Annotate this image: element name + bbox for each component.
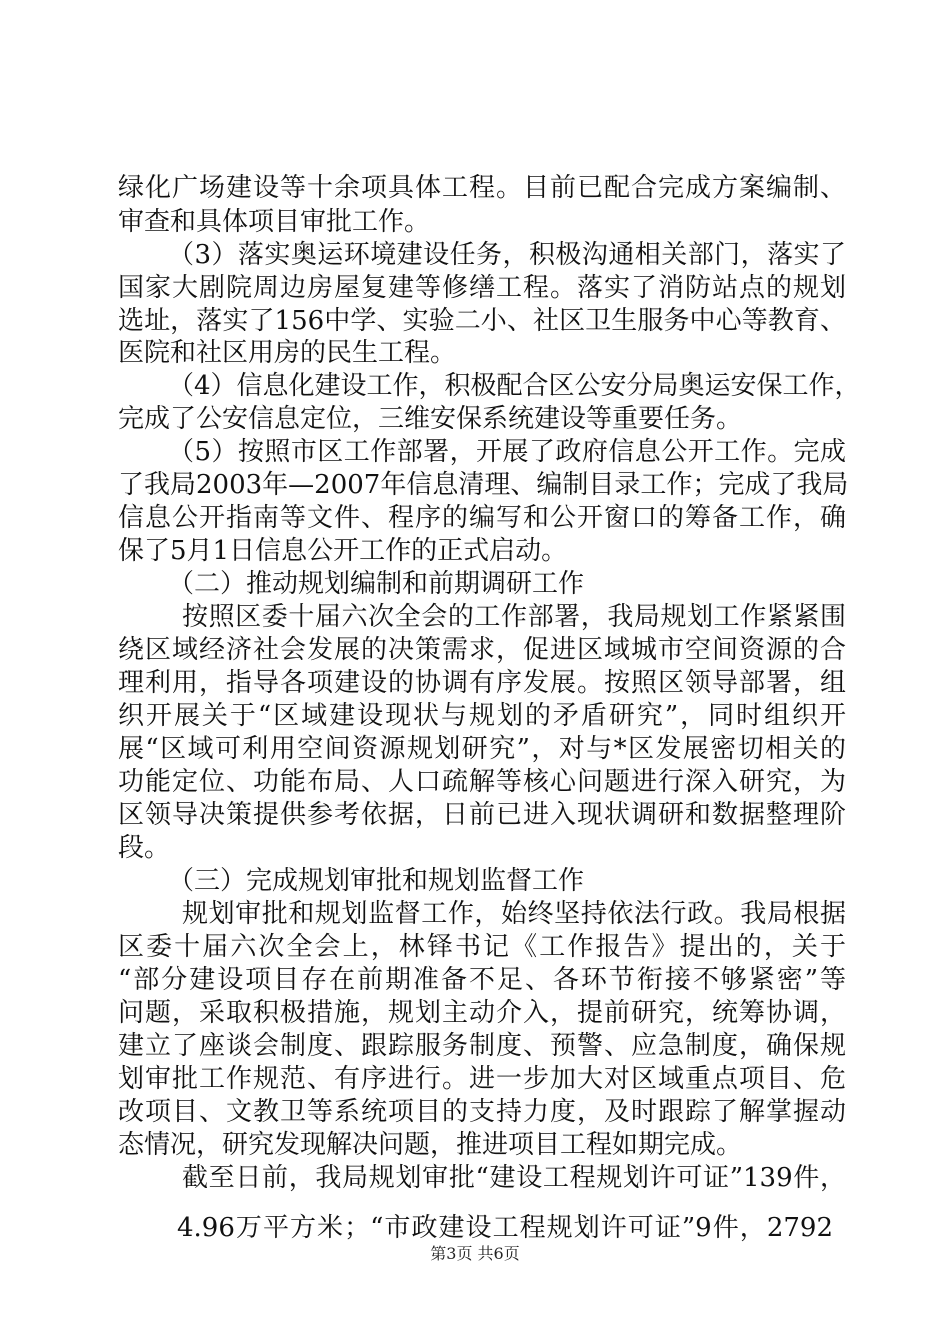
text-line: 织开展关于“区域建设现状与规划的矛盾研究”，同时组织开 — [118, 701, 846, 731]
text-line: 按照区委十届六次全会的工作部署，我局规划工作紧紧围 — [182, 602, 846, 632]
text-line: 国家大剧院周边房屋复建等修缮工程。落实了消防站点的规划 — [118, 273, 846, 303]
section-heading: （三）完成规划审批和规划监督工作 — [168, 866, 585, 896]
text-line: 展“区域可利用空间资源规划研究”，对与*区发展密切相关的 — [118, 734, 846, 764]
text-line: “部分建设项目存在前期准备不足、各环节衔接不够紧密”等 — [118, 965, 846, 995]
text-line: 段。 — [118, 833, 171, 863]
text-line: 规划审批和规划监督工作，始终坚持依法行政。我局根据 — [182, 899, 846, 929]
text-line: 态情况，研究发现解决问题，推进项目工程如期完成。 — [118, 1130, 743, 1160]
text-line: 选址，落实了156中学、实验二小、社区卫生服务中心等教育、 — [118, 306, 846, 336]
text-line: 区领导决策提供参考依据，日前已进入现状调研和数据整理阶 — [118, 800, 846, 830]
text-line: 截至日前，我局规划审批“建设工程规划许可证”139件， — [182, 1163, 846, 1193]
text-line: 医院和社区用房的民生工程。 — [118, 338, 457, 368]
text-line: 改项目、文教卫等系统项目的支持力度，及时跟踪了解掌握动 — [118, 1097, 846, 1127]
text-line: 绿化广场建设等十余项具体工程。目前已配合完成方案编制、 — [118, 173, 846, 203]
text-line: 划审批工作规范、有序进行。进一步加大对区域重点项目、危 — [118, 1064, 846, 1094]
text-line: 了我局2003年—2007年信息清理、编制目录工作；完成了我局 — [118, 470, 849, 500]
text-line: 保了5月1日信息公开工作的正式启动。 — [118, 536, 568, 566]
text-line: 区委十届六次全会上，林铎书记《工作报告》提出的，关于 — [118, 932, 846, 962]
text-line: （3）落实奥运环境建设任务，积极沟通相关部门，落实了 — [168, 240, 846, 270]
text-line: 信息公开指南等文件、程序的编写和公开窗口的筹备工作，确 — [118, 503, 846, 533]
text-line: 审查和具体项目审批工作。 — [118, 207, 431, 237]
text-line: （5）按照市区工作部署，开展了政府信息公开工作。完成 — [168, 437, 846, 467]
text-line: 功能定位、功能布局、人口疏解等核心问题进行深入研究，为 — [118, 767, 846, 797]
text-line: 完成了公安信息定位，三维安保系统建设等重要任务。 — [118, 404, 743, 434]
page-footer: 第3页 共6页 — [430, 1244, 520, 1263]
text-line: （4）信息化建设工作，积极配合区公安分局奥运安保工作， — [168, 371, 861, 401]
text-line: 绕区域经济社会发展的决策需求，促进区域城市空间资源的合 — [118, 635, 846, 665]
text-line: 4.96万平方米；“市政建设工程规划许可证”9件，2792 — [177, 1213, 833, 1243]
text-line: 理利用，指导各项建设的协调有序发展。按照区领导部署，组 — [118, 668, 846, 698]
text-line: 问题，采取积极措施，规划主动介入，提前研究，统筹协调， — [118, 998, 846, 1028]
section-heading: （二）推动规划编制和前期调研工作 — [168, 569, 585, 599]
text-line: 建立了座谈会制度、跟踪服务制度、预警、应急制度，确保规 — [118, 1031, 846, 1061]
